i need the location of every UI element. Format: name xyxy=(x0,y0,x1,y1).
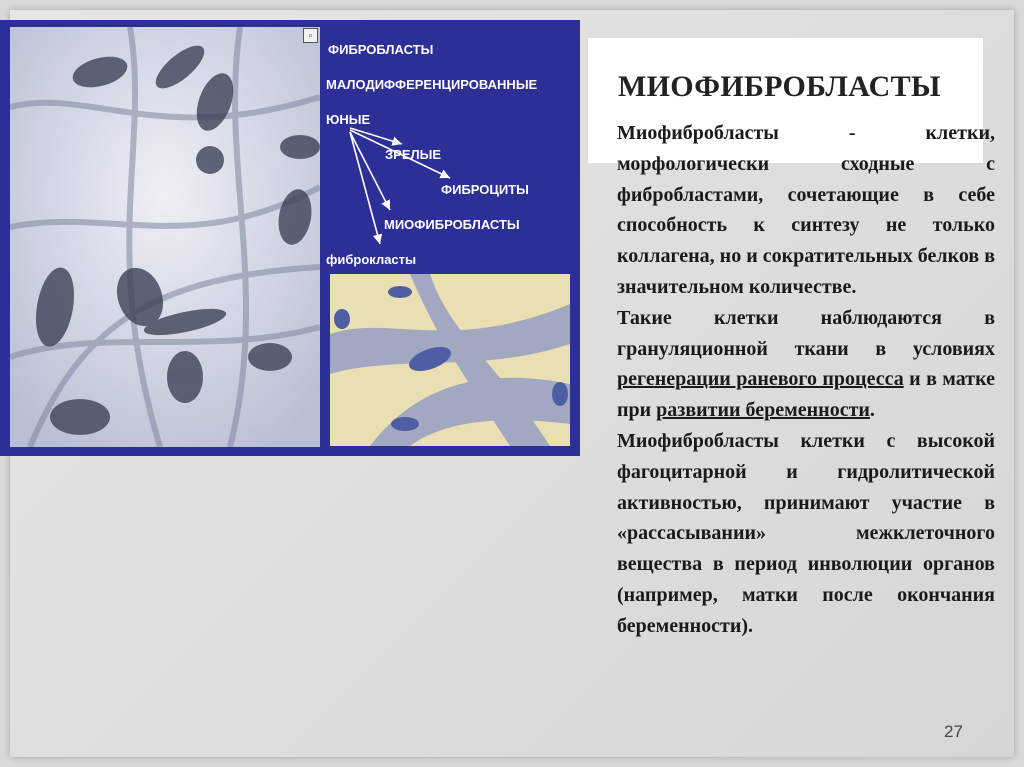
paragraph-occurrence xyxy=(617,303,995,426)
text-occurrence-b: и в матке при xyxy=(617,368,995,422)
label-myofibroblasts: МИОФИБРОБЛАСТЫ xyxy=(384,217,520,232)
label-mature: ЗРЕЛЫЕ xyxy=(385,147,442,162)
micrograph-fibroblasts xyxy=(10,27,320,447)
label-fibroblasts: ФИБРОБЛАСТЫ xyxy=(328,42,434,57)
body-text xyxy=(617,118,995,642)
arrow-to-fibroclasts xyxy=(350,132,380,244)
arrow-to-myofibroblasts xyxy=(350,132,390,210)
slide-title: МИОФИБРОБЛАСТЫ xyxy=(618,70,941,103)
text-pregnancy: развитии беременности xyxy=(656,399,870,422)
text-occurrence-c: . xyxy=(869,399,875,422)
text-occurrence-a: Такие клетки наблюдаются в грануляционной ткани в условиях xyxy=(617,306,995,360)
label-fibrocytes: ФИБРОЦИТЫ xyxy=(441,182,529,197)
paragraph-function: Миофибробласты клетки с высокой фагоцитарной и гидролитической активностью, принимают участие в «рассасывании» межклеточного вещества в период инволюции органов (например, матки после окончания беременности). xyxy=(617,429,995,637)
label-young: ЮНЫЕ xyxy=(326,112,371,127)
label-fibroclasts: фиброкласты xyxy=(326,252,417,267)
diagram-arrows xyxy=(320,110,520,255)
expand-icon: ▫ xyxy=(303,28,318,43)
paragraph-definition: Миофибробласты - клетки, морфологически сходные с фибробластами, сочетающие в себе способность к синтезу не только коллагена, но и сократительных белков в значительном количестве. xyxy=(617,122,995,298)
micrograph-myofibroblasts xyxy=(330,274,570,446)
label-low-differentiated: МАЛОДИФФЕРЕНЦИРОВАННЫЕ xyxy=(326,77,538,92)
page-number: 27 xyxy=(944,722,963,741)
arrow-to-fibrocytes xyxy=(350,130,450,178)
text-wound-regeneration: регенерации раневого процесса xyxy=(617,368,904,391)
